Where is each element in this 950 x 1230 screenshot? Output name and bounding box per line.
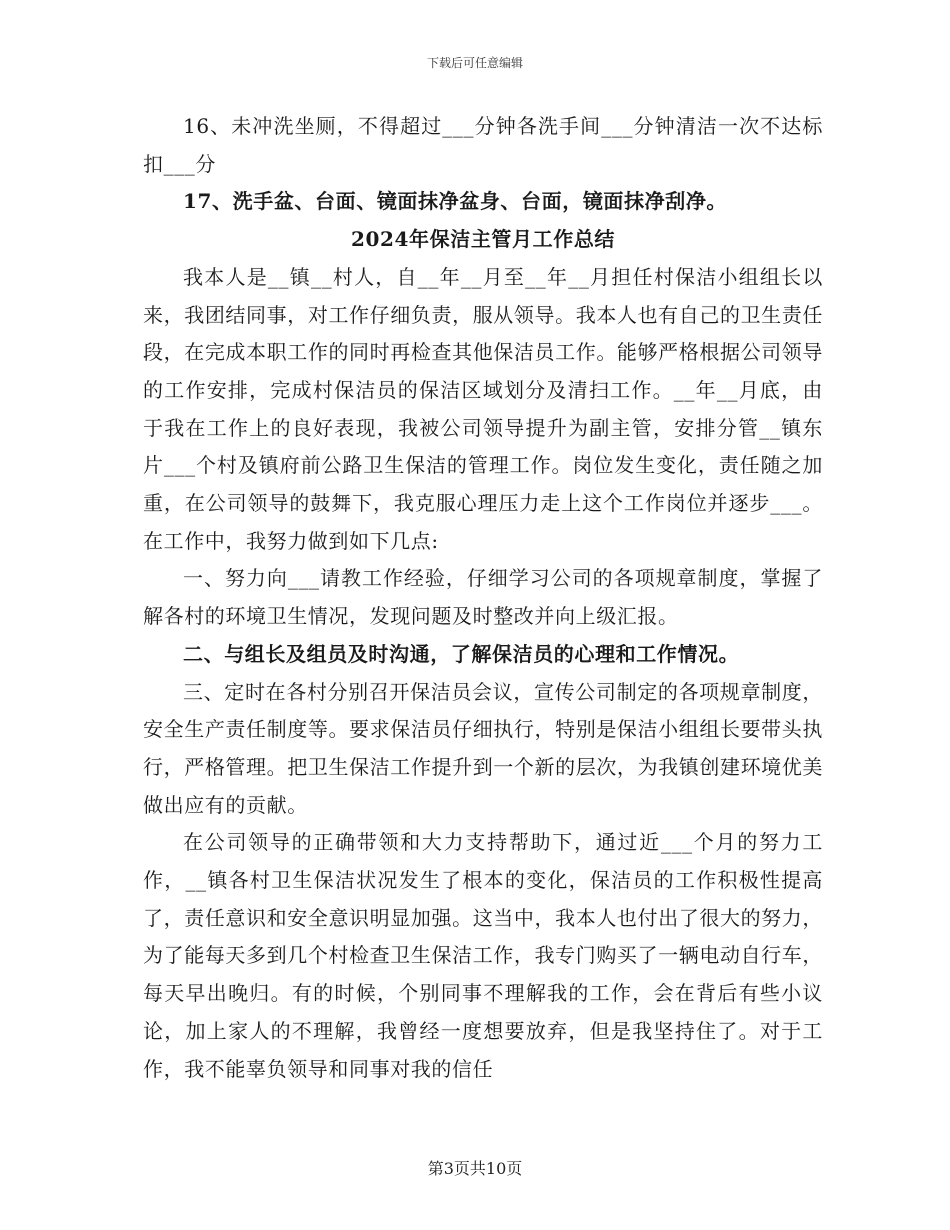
rule-item-17: 17、洗手盆、台面、镜面抹净盆身、台面，镜面抹净刮净。 bbox=[183, 189, 728, 214]
point-three-paragraph: 三、定时在各村分别召开保洁员会议，宣传公司制定的各项规章制度，安全生产责任制度等。要求保洁员仔细执行，特别是保洁小组组长要带头执行，严格管理。把卫生保洁工作提升到一个新的层次，为我镇创建环境优美做出应有的贡献。 bbox=[143, 679, 823, 817]
page-footer: 第3页共10页 bbox=[427, 1159, 523, 1178]
closing-paragraph: 在公司领导的正确带领和大力支持帮助下，通过近___个月的努力工作，__镇各村卫生保洁状况发生了根本的变化，保洁员的工作积极性提高了，责任意识和安全意识明显加强。这当中，我本人也付出了很大的努力，为了能每天多到几个村检查卫生保洁工作，我专门购买了一辆电动自行车，每天早出晚归。有的时候，个别同事不理解我的工作，会在背后有些小议论，加上家人的不理解，我曾经一度想要放弃，但是我坚持住了。对于工作，我不能辜负领导和同事对我的信任 bbox=[143, 830, 823, 1081]
point-one-paragraph: 一、努力向___请教工作经验，仔细学习公司的各项规章制度，掌握了解各村的环境卫生情况，发现问题及时整改并向上级汇报。 bbox=[143, 566, 823, 629]
rule-item-16: 16、未冲洗坐厕，不得超过___分钟各洗手间___分钟清洁一次不达标扣___分 bbox=[143, 114, 823, 176]
point-two-paragraph: 二、与组长及组员及时沟通，了解保洁员的心理和工作情况。 bbox=[183, 641, 740, 666]
document-body bbox=[143, 108, 823, 1088]
intro-paragraph: 我本人是__镇__村人，自__年__月至__年__月担任村保洁小组组长以来，我团结同事，对工作仔细负责，服从领导。我本人也有自己的卫生责任段，在完成本职工作的同时再检查其他保洁员工作。能够严格根据公司领导的工作安排，完成村保洁员的保洁区域划分及清扫工作。__年__月底，由于我在工作上的良好表现，我被公司领导提升为副主管，安排分管__镇东片___个村及镇府前公路卫生保洁的管理工作。岗位发生变化，责任随之加重，在公司领导的鼓舞下，我克服心理压力走上这个工作岗位并逐步___。在工作中，我努力做到如下几点: bbox=[143, 264, 823, 553]
document-title: 2024年保洁主管月工作总结 bbox=[350, 227, 616, 252]
page-header-note: 下载后可任意编辑 bbox=[426, 56, 523, 70]
